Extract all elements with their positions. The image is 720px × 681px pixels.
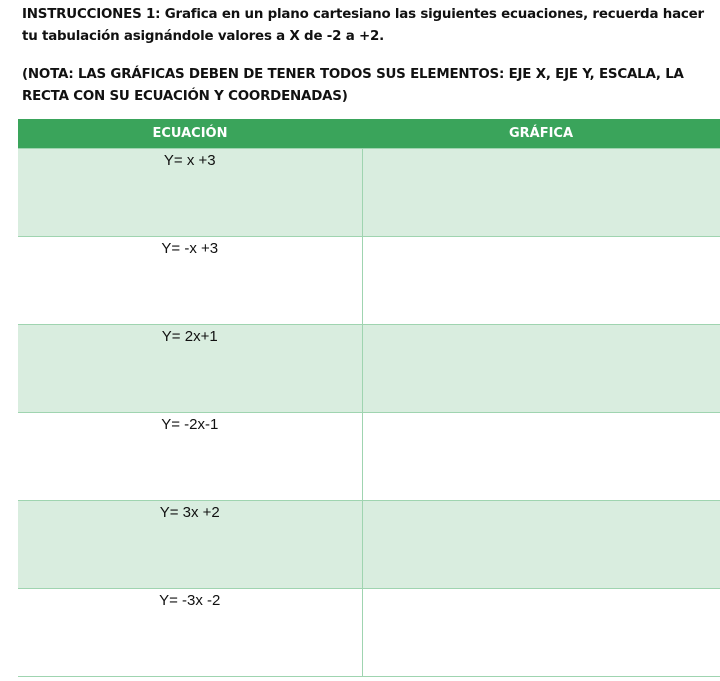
worksheet-table-container [18,119,720,681]
equation-text: Y= -x +3 [161,240,219,257]
table-row [18,413,720,501]
equation-text: Y= -3x -2 [159,592,221,609]
equation-cell [18,589,362,677]
table-row [18,149,720,237]
table-row [18,501,720,589]
graph-cell[interactable] [362,413,720,501]
header-equation: ECUACIÓN [18,119,362,149]
graph-area[interactable] [363,237,720,323]
equation-cell [18,501,362,589]
graph-area[interactable] [363,501,720,587]
equations-table [18,119,720,677]
table-header-row [18,119,720,149]
graph-area[interactable] [363,589,720,675]
header-graph: GRÁFICA [362,119,720,149]
graph-cell[interactable] [362,237,720,325]
equation-text: Y= -2x-1 [161,416,219,433]
graph-area[interactable] [363,149,720,235]
equation-text: Y= 3x +2 [159,504,220,521]
table-row [18,589,720,677]
graph-cell[interactable] [362,589,720,677]
instructions-block [22,4,712,108]
instructions-line-2: tu tabulación asignándole valores a X de -2 a +2. [22,29,385,44]
graph-cell[interactable] [362,501,720,589]
instructions-line-1: INSTRUCCIONES 1: Grafica en un plano cartesiano las siguientes ecuaciones, recuerda hacer [22,7,704,22]
graph-cell[interactable] [362,149,720,237]
equation-cell [18,413,362,501]
graph-cell[interactable] [362,325,720,413]
note-line-1: (NOTA: LAS GRÁFICAS DEBEN DE TENER TODOS SUS ELEMENTOS: EJE X, EJE Y, ESCALA, LA [22,67,684,82]
equation-text: Y= 2x+1 [161,328,218,345]
equation-cell [18,237,362,325]
equation-text: Y= x +3 [163,152,216,169]
table-row [18,325,720,413]
equation-cell [18,325,362,413]
graph-area[interactable] [363,325,720,411]
table-row [18,237,720,325]
graph-area[interactable] [363,413,720,499]
note-line-2: RECTA CON SU ECUACIÓN Y COORDENADAS) [22,89,348,104]
equation-cell [18,149,362,237]
